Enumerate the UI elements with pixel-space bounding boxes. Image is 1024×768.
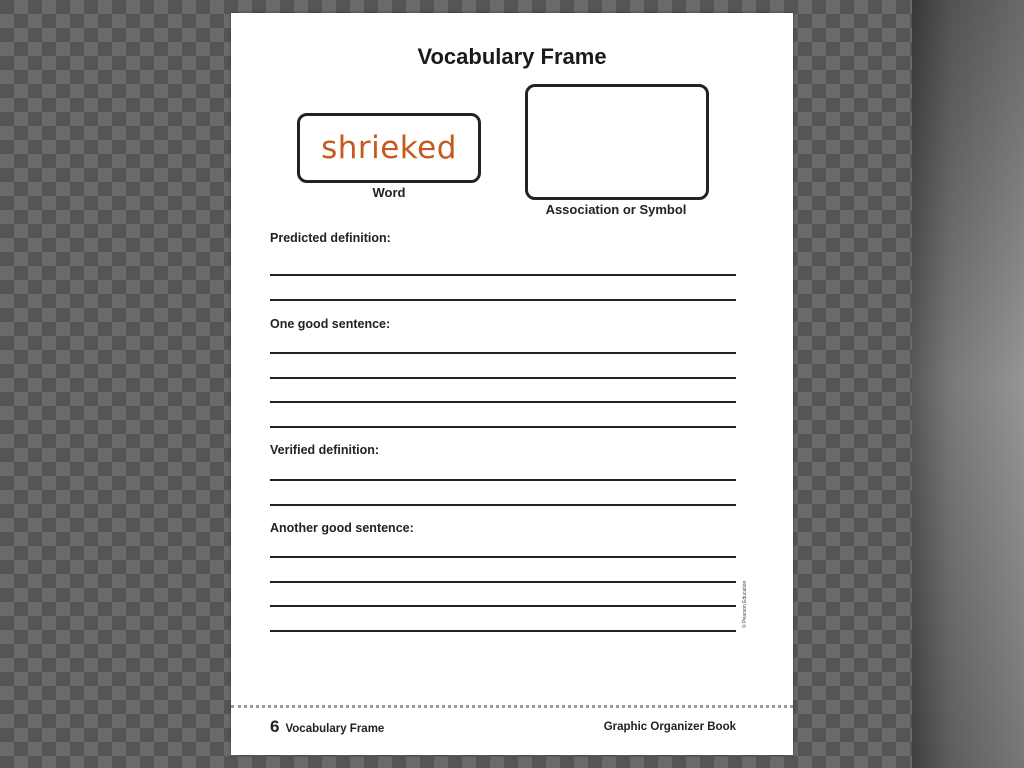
predicted-definition-line: [270, 274, 736, 276]
another-sentence-line: [270, 556, 736, 558]
another-sentence-line: [270, 605, 736, 607]
verified-definition-line: [270, 479, 736, 481]
good-sentence-label: One good sentence:: [270, 317, 391, 331]
word-label: Word: [372, 185, 406, 200]
page-number: 6: [270, 717, 280, 736]
side-panel: [912, 0, 1024, 768]
verified-definition-label: Verified definition:: [270, 443, 380, 457]
footer-title: Vocabulary Frame: [285, 723, 385, 735]
page-title: Vocabulary Frame: [417, 44, 607, 69]
good-sentence-line: [270, 401, 736, 403]
copyright-note: © Pearson Education: [742, 580, 748, 628]
word-box: [297, 113, 481, 183]
another-sentence-line: [270, 630, 736, 632]
good-sentence-line: [270, 426, 736, 428]
footer-divider: [231, 705, 793, 708]
another-sentence-line: [270, 581, 736, 583]
verified-definition-line: [270, 504, 736, 506]
another-sentence-label: Another good sentence:: [270, 521, 414, 535]
predicted-definition-label: Predicted definition:: [270, 231, 391, 245]
association-symbol-box: [525, 84, 709, 200]
book-title: Graphic Organizer Book: [603, 721, 736, 733]
good-sentence-line: [270, 352, 736, 354]
footer-left: [270, 717, 384, 737]
word-value: shrieked: [321, 130, 457, 166]
worksheet-page: [231, 13, 793, 755]
predicted-definition-line: [270, 299, 736, 301]
association-symbol-label: Association or Symbol: [545, 202, 687, 217]
good-sentence-line: [270, 377, 736, 379]
